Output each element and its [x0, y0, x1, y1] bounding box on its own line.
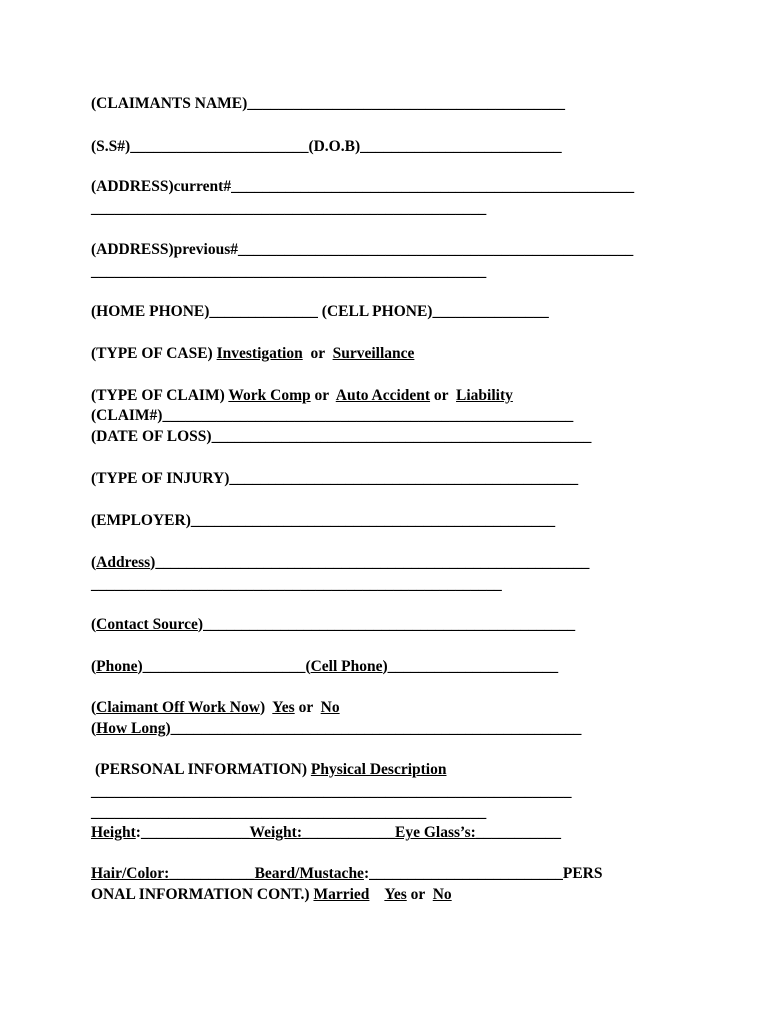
- paren: (: [91, 720, 97, 737]
- phone-label: Phone: [96, 658, 138, 675]
- off-work-yes-option[interactable]: Yes: [272, 699, 295, 716]
- address-current-field[interactable]: (ADDRESS)current#____________________________________________________: [91, 178, 635, 195]
- contact-source-blank[interactable]: )________________________________________________: [197, 616, 576, 633]
- beard-label: Beard/Mustache: [254, 865, 364, 882]
- ssn-dob-row: [91, 137, 562, 157]
- hair-color-label: Hair/Color:: [91, 865, 170, 882]
- employer-field[interactable]: (EMPLOYER)_______________________________________________: [91, 512, 556, 529]
- married-yes-option[interactable]: Yes: [384, 886, 407, 903]
- physical-description-label: Physical Description: [310, 761, 447, 778]
- claimants-name-field[interactable]: (CLAIMANTS NAME)_________________________________________: [91, 95, 566, 112]
- paren: (: [91, 658, 97, 675]
- surveillance-option[interactable]: Surveillance: [332, 345, 415, 362]
- contact-phone-row: [91, 657, 558, 677]
- how-long-blank[interactable]: )_____________________________________________________: [165, 720, 582, 737]
- personal-information-heading: [95, 760, 446, 780]
- personal-info-label: (PERSONAL INFORMATION): [95, 761, 307, 778]
- off-work-row: [91, 698, 340, 718]
- work-comp-option[interactable]: Work Comp: [228, 387, 311, 404]
- how-long-field[interactable]: [91, 719, 581, 739]
- or-text: or: [298, 699, 313, 716]
- type-of-injury-field[interactable]: (TYPE OF INJURY)_____________________________________________: [91, 470, 579, 487]
- or-text: or: [314, 387, 329, 404]
- physical-description-line-1[interactable]: ______________________________________________________________: [91, 783, 572, 800]
- liability-option[interactable]: Liability: [456, 387, 513, 404]
- paren: (: [91, 554, 97, 571]
- phone-row: [91, 302, 549, 322]
- type-of-claim-row: [91, 386, 513, 406]
- address-previous-field[interactable]: (ADDRESS)previous#___________________________________________________: [91, 241, 634, 258]
- claim-number-field[interactable]: (CLAIM#)_____________________________________________________: [91, 407, 574, 424]
- address-label: Address: [96, 554, 151, 571]
- phone-blank[interactable]: )_____________________: [137, 658, 306, 675]
- home-phone-field[interactable]: (HOME PHONE)______________: [91, 303, 318, 320]
- height-label: Height: [91, 824, 136, 841]
- married-label: Married: [313, 886, 370, 903]
- height-blank[interactable]: :______________: [135, 824, 250, 841]
- weight-blank[interactable]: ____________: [301, 824, 395, 841]
- paren: (: [305, 658, 311, 675]
- date-of-loss-field[interactable]: (DATE OF LOSS)_________________________________________________: [91, 428, 592, 445]
- personal-info-cont-label: ONAL INFORMATION CONT.): [91, 886, 310, 903]
- type-of-case-label: (TYPE OF CASE): [91, 345, 213, 362]
- cell-phone-label: Cell Phone: [310, 658, 383, 675]
- auto-accident-option[interactable]: Auto Accident: [335, 387, 431, 404]
- or-text: or: [433, 387, 449, 404]
- paren: (: [91, 616, 97, 633]
- beard-blank[interactable]: :_________________________: [363, 865, 563, 882]
- address-previous-continuation[interactable]: ___________________________________________________: [91, 263, 487, 280]
- cell-phone-field[interactable]: (CELL PHONE)_______________: [321, 303, 549, 320]
- married-no-option[interactable]: No: [432, 886, 452, 903]
- type-of-case-row: [91, 344, 414, 364]
- hair-color-blank[interactable]: ___________: [169, 865, 255, 882]
- type-of-claim-label: (TYPE OF CLAIM): [91, 387, 225, 404]
- address-current-continuation[interactable]: ___________________________________________________: [91, 200, 487, 217]
- employer-address-continuation[interactable]: _____________________________________________________: [91, 576, 502, 593]
- address-blank[interactable]: )________________________________________________________: [150, 554, 590, 571]
- off-work-label: Claimant Off Work Now: [96, 699, 260, 716]
- eye-glass-blank[interactable]: ___________: [475, 824, 562, 841]
- hair-beard-row: [91, 864, 603, 884]
- dob-field[interactable]: (D.O.B)__________________________: [308, 138, 562, 155]
- physical-description-line-2[interactable]: ___________________________________________________: [91, 804, 487, 821]
- contact-source-label: Contact Source: [96, 616, 198, 633]
- paren: ): [259, 699, 266, 716]
- or-text: or: [410, 886, 425, 903]
- height-weight-row: [91, 823, 561, 843]
- cell-phone-blank[interactable]: )______________________: [382, 658, 559, 675]
- or-text: or: [310, 345, 325, 362]
- investigation-option[interactable]: Investigation: [216, 345, 303, 362]
- contact-source-field[interactable]: [91, 615, 575, 635]
- off-work-no-option[interactable]: No: [320, 699, 340, 716]
- pers-text: PERS: [562, 865, 603, 882]
- paren: (: [91, 699, 97, 716]
- married-row: [91, 885, 452, 905]
- weight-label: Weight:: [249, 824, 302, 841]
- employer-address-field[interactable]: [91, 553, 589, 573]
- ssn-field[interactable]: (S.S#)_______________________: [91, 138, 309, 155]
- how-long-label: How Long: [96, 720, 166, 737]
- eye-glass-label: Eye Glass’s:: [394, 824, 476, 841]
